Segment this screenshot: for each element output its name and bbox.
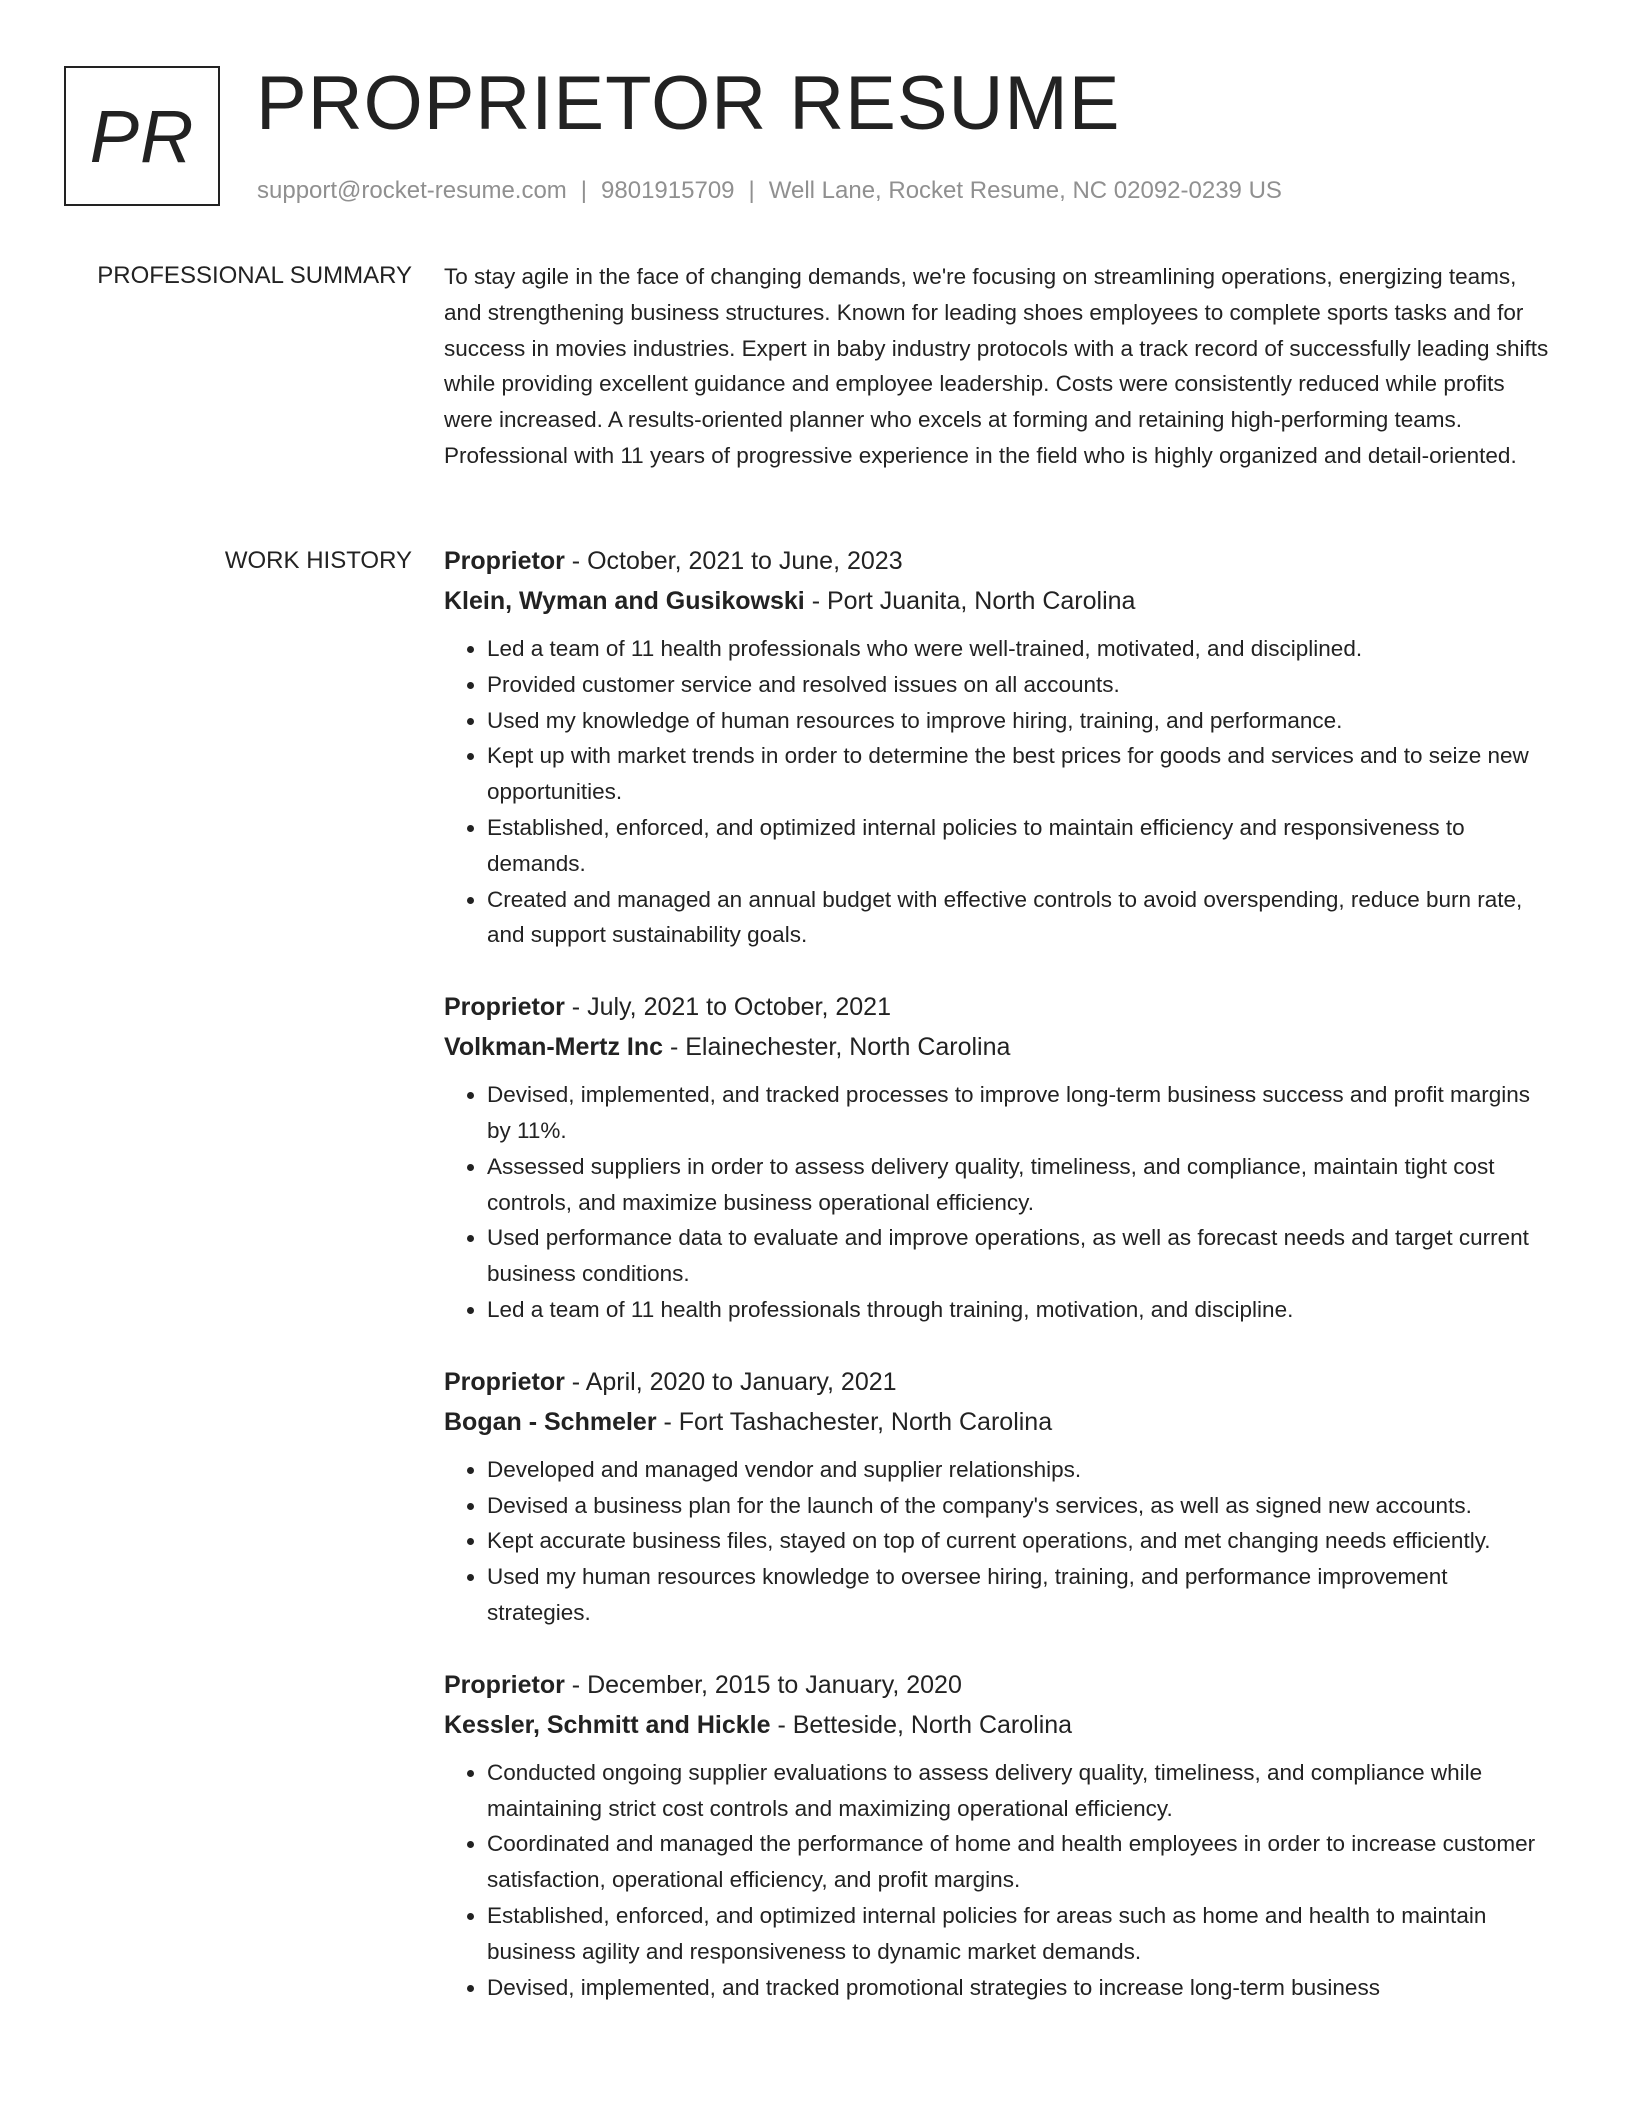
contact-email[interactable]: support@rocket-resume.com (257, 177, 567, 204)
job-entry (444, 1362, 1556, 1631)
list-item: • Provided customer service and resolved issues on all accounts. (487, 667, 1556, 703)
page-title: PROPRIETOR RESUME (256, 61, 1121, 146)
list-item: • Devised a business plan for the launch of the company's services, as well as signed new accounts. (487, 1488, 1556, 1524)
list-item: • Kept accurate business files, stayed on top of current operations, and met changing needs efficiently. (487, 1523, 1556, 1559)
contact-phone: 9801915709 (601, 177, 735, 204)
job-company: Kessler, Schmitt and Hickle (444, 1710, 771, 1739)
job-location: - Elainechester, North Carolina (663, 1033, 1011, 1062)
job-bullets (444, 631, 1556, 953)
section-title: WORK HISTORY (224, 547, 412, 574)
job-entry (444, 1665, 1556, 2006)
section-title: PROFESSIONAL SUMMARY (97, 262, 412, 289)
section-body (444, 259, 1556, 474)
list-item: • Led a team of 11 health professionals through training, motivation, and discipline. (487, 1292, 1556, 1328)
job-bullets (444, 1755, 1556, 2006)
list-item: • Created and managed an annual budget with effective controls to avoid overspending, reduce burn rate, and support sustainability goals. (487, 882, 1556, 954)
job-title-line (444, 987, 1556, 1027)
job-role: Proprietor (444, 1367, 565, 1396)
contact-separator: | (748, 177, 755, 204)
contact-separator: | (580, 177, 588, 204)
list-item: • Assessed suppliers in order to assess delivery quality, timeliness, and compliance, maintain tight cost controls, and maximize business operational efficiency. (487, 1149, 1556, 1221)
list-item: • Established, enforced, and optimized internal policies to maintain efficiency and responsiveness to demands. (487, 810, 1556, 882)
list-item: • Kept up with market trends in order to determine the best prices for goods and services and to seize new opportunities. (487, 738, 1556, 810)
job-dates: - October, 2021 to June, 2023 (564, 547, 903, 575)
list-item: • Used performance data to evaluate and improve operations, as well as forecast needs and target current business conditions. (487, 1220, 1556, 1292)
list-item: • Led a team of 11 health professionals who were well-trained, motivated, and disciplined. (487, 631, 1556, 667)
resume-header (64, 61, 1564, 214)
list-item: • Used my knowledge of human resources to improve hiring, training, and performance. (487, 703, 1556, 739)
section-body (444, 541, 1556, 2039)
job-dates: - December, 2015 to January, 2020 (564, 1670, 962, 1699)
list-item: • Used my human resources knowledge to oversee hiring, training, and performance improvement strategies. (487, 1559, 1556, 1631)
job-company-line (444, 1402, 1556, 1442)
job-role: Proprietor (444, 993, 565, 1022)
job-company-line (444, 1027, 1556, 1067)
contact-line (257, 176, 1282, 206)
job-company-line (444, 1705, 1556, 1745)
monogram-badge: PR (64, 66, 220, 206)
job-location: - Fort Tashachester, North Carolina (656, 1407, 1053, 1436)
job-title-line (444, 541, 1556, 581)
job-bullets (444, 1452, 1556, 1631)
list-item: • Developed and managed vendor and supplier relationships. (487, 1452, 1556, 1488)
job-location: - Betteside, North Carolina (770, 1710, 1073, 1739)
job-title-line (444, 1665, 1556, 1705)
list-item: • Coordinated and managed the performance of home and health employees in order to increase customer satisfaction, operational efficiency, and profit margins. (487, 1826, 1556, 1898)
job-entry (444, 987, 1556, 1328)
list-item: • Established, enforced, and optimized internal policies for areas such as home and health to maintain business agility and responsiveness to dynamic market demands. (487, 1898, 1556, 1970)
summary-text: To stay agile in the face of changing demands, we're focusing on streamlining operations, energizing teams, and strengthening business structures. Known for leading shoes employees to complete sports tasks and for success in movies industries. Expert in baby industry protocols with a track record of successfully leading shifts while providing excellent guidance and employee leadership. Costs were consistently reduced while profits were increased. A results-oriented planner who excels at forming and retaining high-performing teams. Professional with 11 years of progressive experience in the field who is highly organized and detail-oriented. (444, 264, 1549, 468)
contact-address: Well Lane, Rocket Resume, NC 02092-0239 US (768, 177, 1282, 204)
job-company-line (444, 581, 1556, 621)
job-location: - Port Juanita, North Carolina (804, 587, 1136, 615)
job-company: Volkman-Mertz Inc (444, 1033, 664, 1062)
job-company: Bogan - Schmeler (444, 1407, 657, 1436)
job-role: Proprietor (444, 1670, 565, 1699)
job-role: Proprietor (444, 547, 565, 575)
job-dates: - July, 2021 to October, 2021 (564, 993, 891, 1022)
job-bullets (444, 1077, 1556, 1328)
list-item: • Devised, implemented, and tracked promotional strategies to increase long-term business (487, 1970, 1556, 2006)
list-item: • Conducted ongoing supplier evaluations to assess delivery quality, timeliness, and compliance while maintaining strict cost controls and maximizing operational efficiency. (487, 1755, 1556, 1827)
job-title-line (444, 1362, 1556, 1402)
job-dates: - April, 2020 to January, 2021 (564, 1367, 897, 1396)
job-company: Klein, Wyman and Gusikowski (444, 587, 805, 615)
job-entry (444, 541, 1556, 953)
list-item: • Devised, implemented, and tracked processes to improve long-term business success and profit margins by 11%. (487, 1077, 1556, 1149)
